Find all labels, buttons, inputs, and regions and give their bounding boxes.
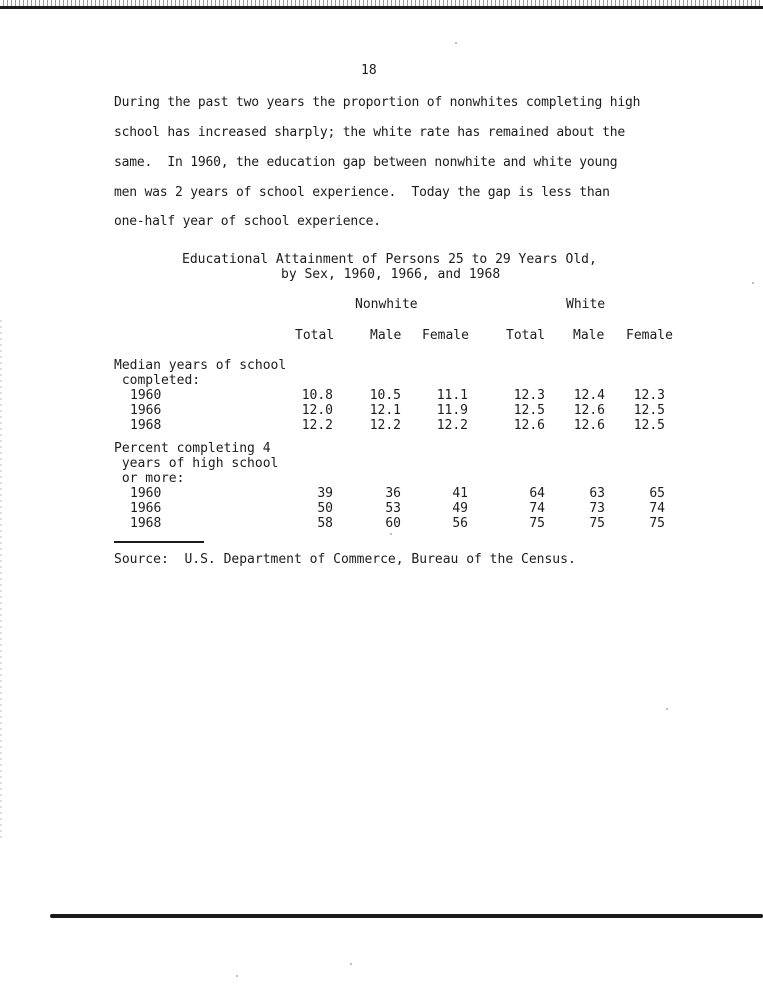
table-cell: 12.5 xyxy=(633,418,665,433)
section-label-percent-line-2: years of high school xyxy=(114,456,279,471)
paragraph-line-3: same. In 1960, the education gap between nonwhite and white young xyxy=(114,155,618,170)
group-header-white: White xyxy=(566,297,606,312)
table-cell: 11.1 xyxy=(436,388,468,403)
row-year: 1968 xyxy=(130,516,162,531)
table-title-line-2: by Sex, 1960, 1966, and 1968 xyxy=(281,267,501,282)
column-header-nonwhite-female: Female xyxy=(422,328,469,343)
source-divider xyxy=(114,541,204,543)
row-year: 1960 xyxy=(130,388,162,403)
paper-speck xyxy=(390,533,392,535)
table-cell: 12.6 xyxy=(573,418,605,433)
table-cell: 41 xyxy=(452,486,468,501)
row-year: 1966 xyxy=(130,501,162,516)
table-cell: 50 xyxy=(317,501,333,516)
row-year: 1966 xyxy=(130,403,162,418)
source-note: Source: U.S. Department of Commerce, Bureau of the Census. xyxy=(114,552,576,567)
table-cell: 58 xyxy=(317,516,333,531)
table-cell: 39 xyxy=(317,486,333,501)
table-cell: 12.5 xyxy=(633,403,665,418)
column-header-white-female: Female xyxy=(626,328,673,343)
top-edge-bar xyxy=(0,6,763,9)
table-cell: 12.3 xyxy=(513,388,545,403)
table-cell: 12.4 xyxy=(573,388,605,403)
paper-speck xyxy=(666,708,668,710)
table-cell: 12.3 xyxy=(633,388,665,403)
table-cell: 63 xyxy=(589,486,605,501)
table-cell: 12.6 xyxy=(513,418,545,433)
paper-speck xyxy=(236,975,238,977)
paper-speck xyxy=(752,282,754,284)
table-cell: 56 xyxy=(452,516,468,531)
group-header-nonwhite: Nonwhite xyxy=(355,297,418,312)
bottom-edge-rule xyxy=(50,914,763,918)
table-cell: 75 xyxy=(529,516,545,531)
table-cell: 12.2 xyxy=(369,418,401,433)
table-cell: 11.9 xyxy=(436,403,468,418)
table-cell: 12.6 xyxy=(573,403,605,418)
column-header-white-male: Male xyxy=(573,328,605,343)
left-edge-binding-marks xyxy=(0,320,2,840)
table-cell: 73 xyxy=(589,501,605,516)
table-cell: 12.2 xyxy=(301,418,333,433)
column-header-white-total: Total xyxy=(506,328,546,343)
table-cell: 74 xyxy=(529,501,545,516)
table-cell: 36 xyxy=(385,486,401,501)
column-header-nonwhite-total: Total xyxy=(295,328,335,343)
table-cell: 64 xyxy=(529,486,545,501)
table-cell: 12.0 xyxy=(301,403,333,418)
table-cell: 53 xyxy=(385,501,401,516)
table-cell: 10.8 xyxy=(301,388,333,403)
row-year: 1968 xyxy=(130,418,162,433)
paragraph-line-2: school has increased sharply; the white rate has remained about the xyxy=(114,125,625,140)
table-cell: 12.1 xyxy=(369,403,401,418)
section-label-median-line-2: completed: xyxy=(114,373,201,388)
table-cell: 75 xyxy=(589,516,605,531)
paragraph-line-4: men was 2 years of school experience. Today the gap is less than xyxy=(114,185,610,200)
page-number: 18 xyxy=(361,63,377,78)
table-cell: 60 xyxy=(385,516,401,531)
row-year: 1960 xyxy=(130,486,162,501)
paper-speck xyxy=(350,963,352,965)
table-cell: 49 xyxy=(452,501,468,516)
table-cell: 65 xyxy=(649,486,665,501)
paragraph-line-1: During the past two years the proportion of nonwhites completing high xyxy=(114,95,641,110)
paragraph-line-5: one-half year of school experience. xyxy=(114,214,381,229)
section-label-percent-line-3: or more: xyxy=(114,471,185,486)
table-cell: 74 xyxy=(649,501,665,516)
table-title-line-1: Educational Attainment of Persons 25 to 29 Years Old, xyxy=(182,252,597,267)
table-cell: 12.5 xyxy=(513,403,545,418)
table-cell: 12.2 xyxy=(436,418,468,433)
column-header-nonwhite-male: Male xyxy=(370,328,402,343)
section-label-percent-line-1: Percent completing 4 xyxy=(114,441,271,456)
paper-speck xyxy=(455,42,457,44)
table-cell: 75 xyxy=(649,516,665,531)
section-label-median-line-1: Median years of school xyxy=(114,358,287,373)
table-cell: 10.5 xyxy=(369,388,401,403)
